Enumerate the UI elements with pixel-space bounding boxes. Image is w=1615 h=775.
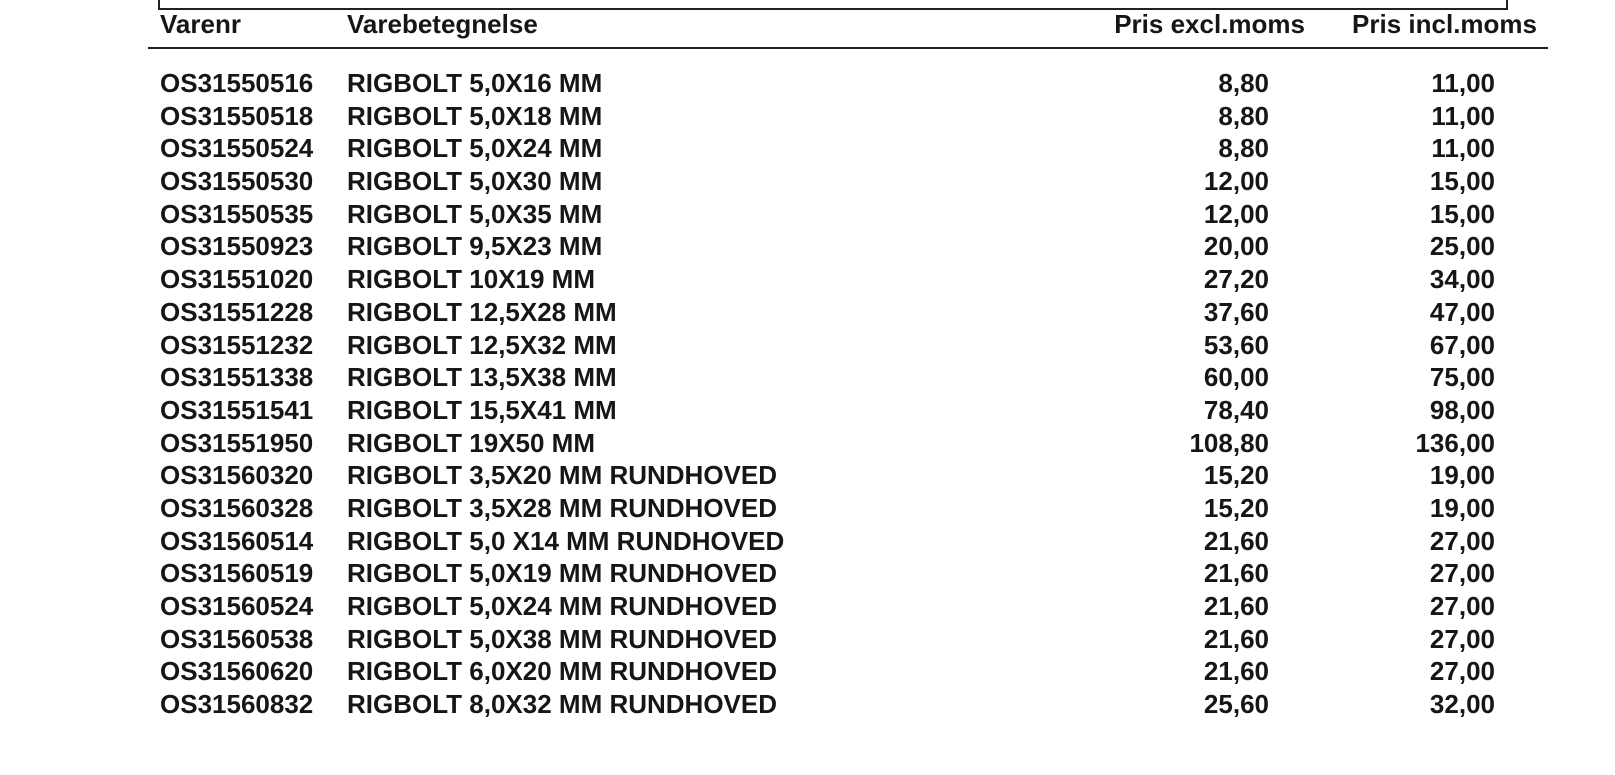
cell-varebetegnelse: RIGBOLT 12,5X28 MM bbox=[347, 296, 617, 327]
cell-pris-excl: 15,20 bbox=[1203, 492, 1269, 523]
table-row bbox=[0, 526, 1615, 559]
cell-varenr: OS31551228 bbox=[160, 296, 314, 327]
cell-varebetegnelse: RIGBOLT 5,0X16 MM bbox=[347, 68, 603, 98]
table-row bbox=[0, 133, 1615, 166]
table-header bbox=[0, 0, 1615, 48]
cell-varenr: OS31551338 bbox=[160, 362, 314, 393]
cell-pris-incl: 27,00 bbox=[1429, 591, 1495, 621]
cell-varebetegnelse: RIGBOLT 15,5X41 MM bbox=[347, 394, 617, 425]
cell-varebetegnelse: RIGBOLT 10X19 MM bbox=[347, 264, 596, 295]
header-varebetegnelse: Varebetegnelse bbox=[347, 9, 538, 39]
cell-varenr: OS31560538 bbox=[160, 623, 314, 654]
header-pris-excl: Pris excl.moms bbox=[1114, 9, 1305, 39]
cell-pris-incl: 27,00 bbox=[1429, 525, 1495, 556]
header-rule bbox=[148, 47, 1548, 49]
cell-pris-incl: 98,00 bbox=[1429, 394, 1495, 425]
cell-pris-incl: 15,00 bbox=[1429, 166, 1495, 197]
cell-varenr: OS31560514 bbox=[160, 525, 314, 556]
cell-pris-excl: 60,00 bbox=[1203, 362, 1269, 393]
cell-pris-incl: 67,00 bbox=[1429, 329, 1495, 360]
cell-varenr: OS31551020 bbox=[160, 264, 314, 295]
cell-pris-incl: 11,00 bbox=[1431, 133, 1495, 164]
cell-pris-incl: 47,00 bbox=[1429, 296, 1495, 327]
cell-pris-excl: 27,20 bbox=[1203, 264, 1269, 295]
table-row bbox=[0, 199, 1615, 232]
cell-pris-incl: 19,00 bbox=[1429, 460, 1495, 491]
cell-pris-excl: 8,80 bbox=[1218, 68, 1269, 98]
cell-pris-incl: 32,00 bbox=[1429, 689, 1495, 720]
cell-pris-excl: 25,60 bbox=[1203, 689, 1269, 720]
cell-varenr: OS31550524 bbox=[160, 133, 314, 164]
cell-varebetegnelse: RIGBOLT 12,5X32 MM bbox=[347, 329, 617, 360]
price-table-body bbox=[0, 68, 1615, 728]
cell-pris-incl: 11,00 bbox=[1431, 68, 1495, 98]
table-row bbox=[0, 493, 1615, 526]
cell-varebetegnelse: RIGBOLT 5,0X19 MM RUNDHOVED bbox=[347, 558, 778, 589]
cell-pris-incl: 27,00 bbox=[1429, 656, 1495, 687]
cell-pris-incl: 27,00 bbox=[1429, 558, 1495, 589]
cell-varebetegnelse: RIGBOLT 13,5X38 MM bbox=[347, 362, 617, 393]
cell-pris-excl: 37,60 bbox=[1203, 296, 1269, 327]
cell-pris-excl: 8,80 bbox=[1218, 133, 1269, 164]
cell-varenr: OS31560620 bbox=[160, 656, 314, 687]
cell-pris-excl: 21,60 bbox=[1203, 558, 1269, 589]
cell-pris-incl: 19,00 bbox=[1429, 492, 1495, 523]
cell-pris-incl: 25,00 bbox=[1429, 231, 1495, 262]
table-row bbox=[0, 68, 1615, 101]
cell-varenr: OS31550530 bbox=[160, 166, 314, 197]
cell-varenr: OS31550518 bbox=[160, 100, 314, 131]
cell-varenr: OS31550516 bbox=[160, 68, 314, 98]
table-row bbox=[0, 428, 1615, 461]
cell-varebetegnelse: RIGBOLT 8,0X32 MM RUNDHOVED bbox=[347, 689, 778, 720]
header-pris-incl: Pris incl.moms bbox=[1352, 9, 1537, 39]
cell-pris-excl: 21,60 bbox=[1203, 525, 1269, 556]
cell-varebetegnelse: RIGBOLT 6,0X20 MM RUNDHOVED bbox=[347, 656, 778, 687]
cell-varenr: OS31560524 bbox=[160, 591, 314, 621]
cell-pris-excl: 12,00 bbox=[1203, 166, 1269, 197]
cell-varenr: OS31551950 bbox=[160, 427, 314, 458]
cell-varebetegnelse: RIGBOLT 9,5X23 MM bbox=[347, 231, 603, 262]
cell-varenr: OS31550923 bbox=[160, 231, 314, 262]
cell-varenr: OS31560832 bbox=[160, 689, 314, 720]
table-row bbox=[0, 689, 1615, 722]
table-row bbox=[0, 395, 1615, 428]
cell-varebetegnelse: RIGBOLT 5,0X24 MM RUNDHOVED bbox=[347, 591, 778, 621]
table-row bbox=[0, 656, 1615, 689]
table-row bbox=[0, 166, 1615, 199]
cell-varebetegnelse: RIGBOLT 5,0 X14 MM RUNDHOVED bbox=[347, 525, 785, 556]
cell-varenr: OS31560320 bbox=[160, 460, 314, 491]
cell-varebetegnelse: RIGBOLT 5,0X24 MM bbox=[347, 133, 603, 164]
cell-pris-excl: 53,60 bbox=[1203, 329, 1269, 360]
cell-pris-excl: 78,40 bbox=[1203, 394, 1269, 425]
cell-varebetegnelse: RIGBOLT 3,5X28 MM RUNDHOVED bbox=[347, 492, 778, 523]
cell-pris-incl: 27,00 bbox=[1429, 623, 1495, 654]
cell-pris-excl: 20,00 bbox=[1203, 231, 1269, 262]
cell-varenr: OS31551232 bbox=[160, 329, 314, 360]
table-row bbox=[0, 330, 1615, 363]
cell-pris-excl: 12,00 bbox=[1203, 198, 1269, 229]
cell-pris-incl: 75,00 bbox=[1429, 362, 1495, 393]
cell-varenr: OS31560328 bbox=[160, 492, 314, 523]
cell-varebetegnelse: RIGBOLT 5,0X38 MM RUNDHOVED bbox=[347, 623, 778, 654]
cell-varenr: OS31550535 bbox=[160, 198, 314, 229]
table-row bbox=[0, 362, 1615, 395]
table-row bbox=[0, 624, 1615, 657]
cell-pris-incl: 11,00 bbox=[1431, 100, 1495, 131]
table-row bbox=[0, 297, 1615, 330]
cell-pris-incl: 136,00 bbox=[1415, 427, 1495, 458]
cell-pris-incl: 34,00 bbox=[1429, 264, 1495, 295]
cell-varebetegnelse: RIGBOLT 5,0X30 MM bbox=[347, 166, 603, 197]
header-varenr: Varenr bbox=[160, 9, 241, 39]
cell-pris-excl: 108,80 bbox=[1189, 427, 1269, 458]
table-row bbox=[0, 558, 1615, 591]
cell-pris-excl: 15,20 bbox=[1203, 460, 1269, 491]
cell-varebetegnelse: RIGBOLT 5,0X35 MM bbox=[347, 198, 603, 229]
cell-varebetegnelse: RIGBOLT 19X50 MM bbox=[347, 427, 596, 458]
cell-varenr: OS31560519 bbox=[160, 558, 314, 589]
table-row bbox=[0, 101, 1615, 134]
cell-pris-incl: 15,00 bbox=[1429, 198, 1495, 229]
cell-varenr: OS31551541 bbox=[160, 394, 314, 425]
cell-varebetegnelse: RIGBOLT 3,5X20 MM RUNDHOVED bbox=[347, 460, 778, 491]
cell-pris-excl: 8,80 bbox=[1218, 100, 1269, 131]
table-row bbox=[0, 591, 1615, 624]
cell-pris-excl: 21,60 bbox=[1203, 623, 1269, 654]
table-row bbox=[0, 231, 1615, 264]
table-row bbox=[0, 264, 1615, 297]
table-row bbox=[0, 460, 1615, 493]
cell-pris-excl: 21,60 bbox=[1203, 656, 1269, 687]
cell-varebetegnelse: RIGBOLT 5,0X18 MM bbox=[347, 100, 603, 131]
cell-pris-excl: 21,60 bbox=[1203, 591, 1269, 621]
